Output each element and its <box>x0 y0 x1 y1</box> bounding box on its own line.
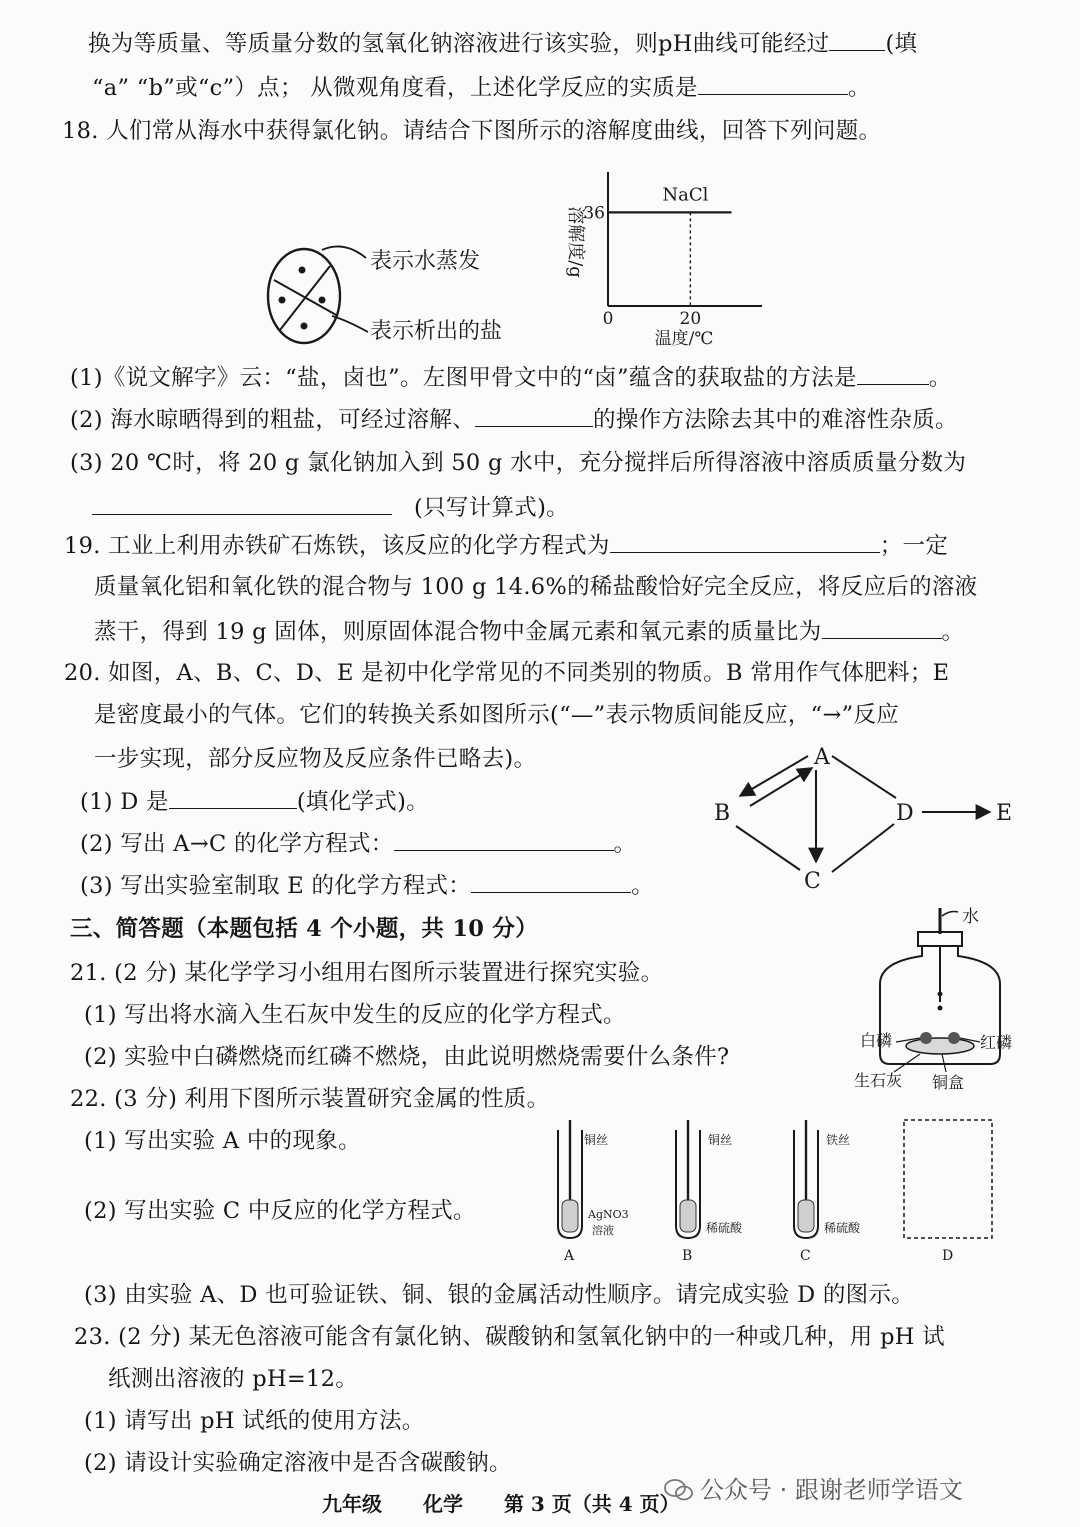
oracle-bone-figure <box>262 228 522 357</box>
q22-p2: (2) 写出实验 C 中反应的化学方程式。 <box>84 1198 476 1224</box>
q18-p3-line1: (3) 20 ℃时，将 20 g 氯化钠加入到 50 g 水中，充分搅拌后所得溶液中溶质质量分数为 <box>70 450 967 476</box>
page-footer <box>322 1488 714 1517</box>
tube-c-solution: 稀硫酸 <box>824 1221 861 1235</box>
node-b: B <box>714 801 731 826</box>
y-tick-36: 36 <box>583 203 605 224</box>
node-a: A <box>814 745 830 770</box>
q23-p1: (1) 请写出 pH 试纸的使用方法。 <box>84 1408 425 1434</box>
q17-blank-1[interactable] <box>829 28 885 51</box>
wechat-icon <box>664 1479 694 1501</box>
white-phosphorus <box>920 1032 932 1044</box>
tube-b-wire: 铜丝 <box>708 1133 733 1147</box>
q23-line2: 纸测出溶液的 pH=12。 <box>108 1366 359 1392</box>
q19-blank-2[interactable] <box>822 616 942 639</box>
label-white-p: 白磷 <box>860 1031 893 1050</box>
q18-blank-2[interactable] <box>475 404 593 427</box>
solubility-chart <box>548 158 768 352</box>
x-tick-20: 20 <box>679 309 702 329</box>
link-b-c <box>736 826 800 870</box>
q18-p2: (2) 海水晾晒得到的粗盐，可经过溶解、 的操作方法除去其中的难溶性杂质。 <box>70 404 958 435</box>
q17-line2: “a” “b”或“c”）点； 从微观角度看，上述化学反应的实质是 。 <box>92 72 871 103</box>
tube-b <box>676 1120 743 1264</box>
tube-a-solution-1: AgNO3 <box>588 1208 629 1221</box>
q21-stem: 21. (2 分) 某化学学习小组用右图所示装置进行探究实验。 <box>70 960 664 986</box>
q20-p1: (1) D 是 (填化学式)。 <box>80 786 429 817</box>
link-a-d <box>832 756 896 798</box>
red-phosphorus <box>948 1032 960 1044</box>
q19-line1: 19. 工业上利用赤铁矿石炼铁，该反应的化学方程式为 ；一定 <box>64 530 948 561</box>
q22-p3: (3) 由实验 A、D 也可验证铁、铜、银的金属活动性顺序。请完成实验 D 的图示。 <box>84 1282 915 1308</box>
label-quicklime: 生石灰 <box>854 1071 903 1090</box>
q22-stem: 22. (3 分) 利用下图所示装置研究金属的性质。 <box>70 1086 550 1112</box>
tube-b-label: B <box>682 1248 693 1264</box>
label-evaporation: 表示水蒸发 <box>370 249 481 274</box>
q17-blank-2[interactable] <box>698 72 848 95</box>
series-label-nacl: NaCl <box>662 184 709 206</box>
link-d-c <box>832 824 894 872</box>
tube-a-label: A <box>564 1248 575 1264</box>
q22-p1: (1) 写出实验 A 中的现象。 <box>84 1128 361 1154</box>
tube-c-wire: 铁丝 <box>826 1133 851 1147</box>
arrow-b-to-a <box>750 768 812 806</box>
experiment-d-box <box>904 1120 992 1238</box>
label-salt: 表示析出的盐 <box>370 319 503 344</box>
q20-blank-2[interactable] <box>394 828 614 851</box>
tube-a-solution-2: 溶液 <box>592 1224 614 1237</box>
q17-line1: 换为等质量、等质量分数的氢氧化钠溶液进行该实验，则pH曲线可能经过 (填 <box>88 28 917 59</box>
q20-p2: (2) 写出 A→C 的化学方程式： 。 <box>80 828 636 859</box>
combustion-apparatus <box>850 904 1030 1100</box>
q20-blank-3[interactable] <box>471 870 631 893</box>
node-c: C <box>804 869 821 894</box>
footer-subject: 化学 <box>422 1492 463 1516</box>
tube-a <box>558 1120 629 1264</box>
copper-box <box>906 1038 974 1054</box>
metal-experiments-figure <box>548 1114 1008 1274</box>
section3-title: 三、简答题（本题包括 4 个小题，共 10 分） <box>70 916 539 942</box>
tube-c-label: C <box>800 1248 811 1264</box>
q19-blank-1[interactable] <box>610 530 880 553</box>
q18-stem: 18. 人们常从海水中获得氯化钠。请结合下图所示的溶解度曲线，回答下列问题。 <box>62 118 882 144</box>
q21-p1: (1) 写出将水滴入生石灰中发生的反应的化学方程式。 <box>84 1002 626 1028</box>
q18-p3-line2: (只写计算式)。 <box>92 492 569 523</box>
tube-c <box>794 1120 861 1264</box>
chart-ylabel: 溶解度/g <box>565 206 586 278</box>
tube-a-wire: 铜丝 <box>584 1133 609 1147</box>
q20-line1: 20. 如图，A、B、C、D、E 是初中化学常见的不同类别的物质。B 常用作气体肥料；E <box>64 660 950 686</box>
q20-p3: (3) 写出实验室制取 E 的化学方程式： 。 <box>80 870 654 901</box>
tube-b-solution: 稀硫酸 <box>706 1221 743 1235</box>
wechat-watermark: 公众号 · 跟谢老师学语文 <box>664 1470 963 1505</box>
q20-line2: 是密度最小的气体。它们的转换关系如图所示(“—”表示物质间能反应，“→”反应 <box>94 702 900 728</box>
q18-blank-1[interactable] <box>857 362 929 385</box>
label-water: 水 <box>962 907 979 927</box>
q19-line2: 质量氧化铝和氧化铁的混合物与 100 g 14.6%的稀盐酸恰好完全反应，将反应后的溶液 <box>94 574 978 600</box>
conversion-diagram <box>700 738 1030 902</box>
q19-line3: 蒸干，得到 19 g 固体，则原固体混合物中金属元素和氧元素的质量比为 。 <box>94 616 964 647</box>
chart-xlabel: 温度/℃ <box>654 329 714 348</box>
tube-d-label: D <box>942 1248 954 1264</box>
label-red-p: 红磷 <box>980 1033 1013 1052</box>
node-e: E <box>996 801 1013 826</box>
stopper <box>918 932 962 946</box>
footer-grade: 九年级 <box>322 1492 382 1516</box>
label-copper-box: 铜盒 <box>932 1073 965 1092</box>
q18-p1: (1)《说文解字》云：“盐，卤也”。左图甲骨文中的“卤”蕴含的获取盐的方法是 。 <box>70 362 952 393</box>
origin-label: 0 <box>602 309 614 329</box>
node-d: D <box>896 801 914 826</box>
q21-p2: (2) 实验中白磷燃烧而红磷不燃烧，由此说明燃烧需要什么条件? <box>84 1044 730 1070</box>
q20-blank-1[interactable] <box>169 786 297 809</box>
q20-line3: 一步实现，部分反应物及反应条件已略去)。 <box>94 746 537 772</box>
footer-page-number: 第 3 页（共 4 页） <box>503 1492 680 1516</box>
q23-p2: (2) 请设计实验确定溶液中是否含碳酸钠。 <box>84 1450 512 1476</box>
q18-blank-3[interactable] <box>92 492 392 515</box>
q23-line1: 23. (2 分) 某无色溶液可能含有氯化钠、碳酸钠和氢氧化钠中的一种或几种，用 pH 试 <box>74 1324 945 1350</box>
